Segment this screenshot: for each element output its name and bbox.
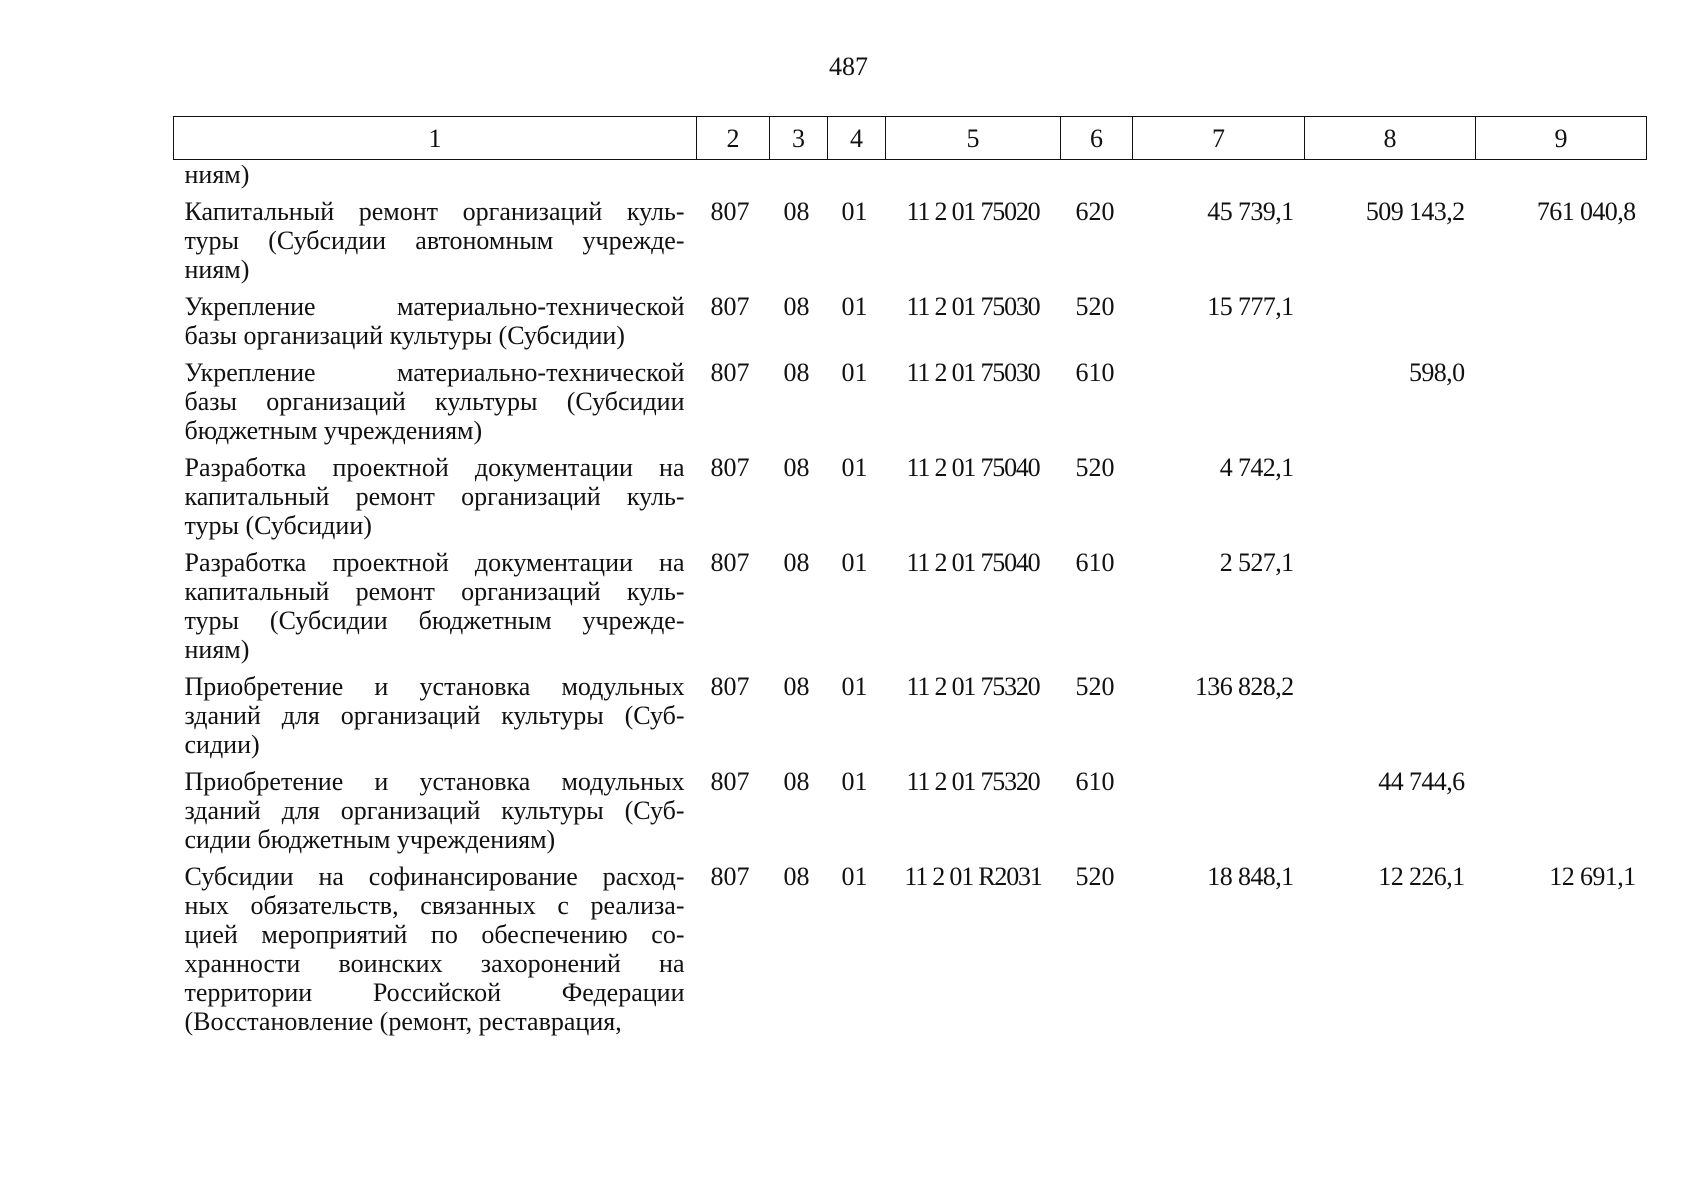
section-code: 08	[783, 358, 810, 387]
expense-type-code: 520	[1075, 292, 1115, 321]
description-line: (Восстановление (ремонт, реставрация,	[184, 1007, 622, 1036]
description-line: Укрепление материально-технической	[184, 358, 685, 387]
amount-col-7: 4 742,1	[1219, 453, 1294, 482]
description-line: бюджетным учреждениям)	[184, 416, 483, 445]
section-code: 08	[783, 672, 810, 701]
subsection-code: 01	[841, 358, 868, 387]
description-line: зданий для организаций культуры (Суб-	[184, 701, 685, 730]
header-col-1: 1	[174, 117, 697, 160]
page-number: 487	[829, 52, 868, 81]
amount-col-9: 12 691,1	[1549, 862, 1636, 891]
description-line: туры (Субсидии автономным учрежде-	[184, 226, 685, 255]
expense-type-code: 610	[1075, 358, 1115, 387]
expense-type-code: 610	[1075, 767, 1115, 796]
table-row	[174, 358, 1647, 453]
header-row	[174, 117, 1647, 160]
amount-col-8: 598,0	[1408, 358, 1465, 387]
section-code: 08	[783, 197, 810, 226]
amount-col-9	[1476, 548, 1647, 672]
section-code: 08	[783, 292, 810, 321]
amount-col-9	[1476, 292, 1647, 358]
amount-col-8	[1305, 548, 1476, 672]
amount-col-8: 12 226,1	[1378, 862, 1465, 891]
target-article-code: 11 2 01 75030	[906, 292, 1040, 321]
section-code: 08	[783, 453, 810, 482]
amount-col-7: 15 777,1	[1207, 292, 1294, 321]
description-line: ниям)	[184, 635, 250, 664]
expense-type-code: 520	[1075, 862, 1115, 891]
table-row	[174, 453, 1647, 548]
header-col-3: 3	[770, 117, 828, 160]
amount-col-7: 45 739,1	[1207, 197, 1294, 226]
description-line: туры (Субсидии)	[184, 511, 372, 540]
row-description	[174, 197, 697, 292]
amount-col-9	[1476, 453, 1647, 548]
header-col-6: 6	[1061, 117, 1133, 160]
chapter-code: 807	[710, 672, 750, 701]
table-row	[174, 197, 1647, 292]
expense-type-code: 610	[1075, 548, 1115, 577]
amount-col-8	[1305, 453, 1476, 548]
header-col-4: 4	[828, 117, 886, 160]
amount-col-7	[1133, 767, 1305, 862]
chapter-code: 807	[710, 358, 750, 387]
continuation-row	[174, 160, 1647, 198]
table-row	[174, 672, 1647, 767]
amount-col-9	[1476, 767, 1647, 862]
amount-col-7	[1133, 358, 1305, 453]
row-description	[174, 453, 697, 548]
row-description	[174, 862, 697, 1044]
description-line: Капитальный ремонт организаций куль-	[184, 197, 685, 226]
target-article-code: 11 2 01 75040	[906, 548, 1040, 577]
amount-col-8: 44 744,6	[1378, 767, 1465, 796]
table-row	[174, 548, 1647, 672]
header-col-8: 8	[1305, 117, 1476, 160]
subsection-code: 01	[841, 453, 868, 482]
description-line: сидии)	[184, 730, 260, 759]
continuation-text	[174, 160, 697, 198]
text-line: ниям)	[184, 160, 250, 189]
table-header	[174, 117, 1647, 160]
description-line: капитальный ремонт организаций куль-	[184, 482, 685, 511]
chapter-code: 807	[710, 548, 750, 577]
header-col-2: 2	[697, 117, 770, 160]
description-line: цией мероприятий по обеспечению со-	[184, 920, 685, 949]
amount-col-9	[1476, 672, 1647, 767]
subsection-code: 01	[841, 767, 868, 796]
description-line: зданий для организаций культуры (Суб-	[184, 796, 685, 825]
amount-col-7: 18 848,1	[1207, 862, 1294, 891]
description-line: капитальный ремонт организаций куль-	[184, 577, 685, 606]
description-line: Приобретение и установка модульных	[184, 672, 685, 701]
description-line: ных обязательств, связанных с реализа-	[184, 891, 685, 920]
target-article-code: 11 2 01 75040	[906, 453, 1040, 482]
row-description	[174, 672, 697, 767]
description-line: ниям)	[184, 255, 250, 284]
table-row	[174, 767, 1647, 862]
description-line: Разработка проектной документации на	[184, 548, 685, 577]
subsection-code: 01	[841, 292, 868, 321]
amount-col-8: 509 143,2	[1365, 197, 1465, 226]
description-line: Разработка проектной документации на	[184, 453, 685, 482]
header-col-5: 5	[886, 117, 1061, 160]
chapter-code: 807	[710, 767, 750, 796]
amount-col-7: 136 828,2	[1194, 672, 1294, 701]
section-code: 08	[783, 548, 810, 577]
amount-col-7: 2 527,1	[1219, 548, 1294, 577]
amount-col-9: 761 040,8	[1536, 197, 1636, 226]
chapter-code: 807	[710, 453, 750, 482]
chapter-code: 807	[710, 292, 750, 321]
subsection-code: 01	[841, 862, 868, 891]
subsection-code: 01	[841, 672, 868, 701]
header-col-7: 7	[1133, 117, 1305, 160]
expense-type-code: 620	[1075, 197, 1115, 226]
subsection-code: 01	[841, 197, 868, 226]
amount-col-9	[1476, 358, 1647, 453]
target-article-code: 11 2 01 R2031	[904, 862, 1042, 891]
subsection-code: 01	[841, 548, 868, 577]
header-col-9: 9	[1476, 117, 1647, 160]
description-line: территории Российской Федерации	[184, 978, 685, 1007]
section-code: 08	[783, 862, 810, 891]
description-line: Приобретение и установка модульных	[184, 767, 685, 796]
row-description	[174, 548, 697, 672]
description-line: сидии бюджетным учреждениям)	[184, 825, 556, 854]
description-line: Субсидии на софинансирование расход-	[184, 862, 685, 891]
description-line: базы организаций культуры (Субсидии	[184, 387, 685, 416]
row-description	[174, 767, 697, 862]
expense-type-code: 520	[1075, 453, 1115, 482]
description-line: Укрепление материально-технической	[184, 292, 685, 321]
target-article-code: 11 2 01 75320	[906, 672, 1040, 701]
table-row	[174, 862, 1647, 1044]
target-article-code: 11 2 01 75320	[906, 767, 1040, 796]
expense-type-code: 520	[1075, 672, 1115, 701]
amount-col-8	[1305, 292, 1476, 358]
chapter-code: 807	[710, 862, 750, 891]
row-description	[174, 358, 697, 453]
amount-col-8	[1305, 672, 1476, 767]
table-row	[174, 292, 1647, 358]
target-article-code: 11 2 01 75030	[906, 358, 1040, 387]
description-line: базы организаций культуры (Субсидии)	[184, 321, 625, 350]
chapter-code: 807	[710, 197, 750, 226]
target-article-code: 11 2 01 75020	[906, 197, 1040, 226]
budget-table	[173, 116, 1647, 1044]
row-description	[174, 292, 697, 358]
description-line: туры (Субсидии бюджетным учрежде-	[184, 606, 685, 635]
table-body	[174, 160, 1647, 1045]
description-line: хранности воинских захоронений на	[184, 949, 685, 978]
section-code: 08	[783, 767, 810, 796]
